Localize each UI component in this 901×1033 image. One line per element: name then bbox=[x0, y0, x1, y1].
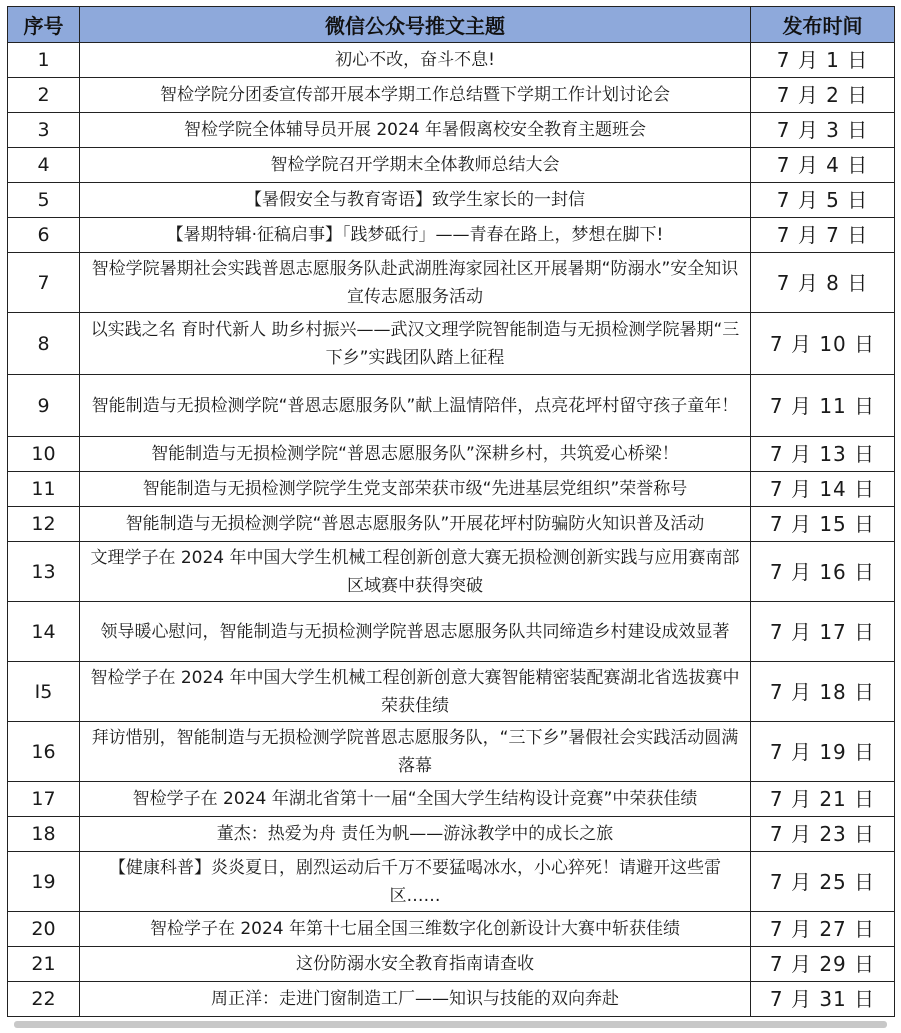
row-topic: 智检学子在 2024 年湖北省第十一届“全国大学生结构设计竞赛”中荣获佳绩 bbox=[80, 782, 751, 817]
table-row bbox=[8, 947, 895, 982]
row-index: 3 bbox=[8, 113, 80, 148]
table-row bbox=[8, 542, 895, 602]
row-topic: 【暑期特辑·征稿启事】「践梦砥行」——青春在路上，梦想在脚下! bbox=[80, 218, 751, 253]
row-date: 7 月 16 日 bbox=[751, 542, 895, 602]
row-index: 10 bbox=[8, 437, 80, 472]
row-date: 7 月 25 日 bbox=[751, 852, 895, 912]
table-row bbox=[8, 722, 895, 782]
table-row bbox=[8, 313, 895, 375]
row-topic: 董杰：热爱为舟 责任为帆——游泳教学中的成长之旅 bbox=[80, 817, 751, 852]
posts-table-container bbox=[7, 6, 894, 1017]
table-row bbox=[8, 782, 895, 817]
row-date: 7 月 23 日 bbox=[751, 817, 895, 852]
row-date: 7 月 19 日 bbox=[751, 722, 895, 782]
row-topic: 周正洋：走进门窗制造工厂——知识与技能的双向奔赴 bbox=[80, 982, 751, 1017]
row-topic: 智检学院暑期社会实践普恩志愿服务队赴武湖胜海家园社区开展暑期“防溺水”安全知识宣传志愿服务活动 bbox=[80, 253, 751, 313]
row-index: 21 bbox=[8, 947, 80, 982]
row-topic: 智能制造与无损检测学院“普恩志愿服务队”献上温情陪伴，点亮花坪村留守孩子童年！ bbox=[80, 375, 751, 437]
table-row bbox=[8, 602, 895, 662]
row-date: 7 月 29 日 bbox=[751, 947, 895, 982]
table-row bbox=[8, 472, 895, 507]
table-row bbox=[8, 218, 895, 253]
row-index: 8 bbox=[8, 313, 80, 375]
row-index: 4 bbox=[8, 148, 80, 183]
row-topic: 【健康科普】炎炎夏日，剧烈运动后千万不要猛喝冰水，小心猝死！请避开这些雷区…… bbox=[80, 852, 751, 912]
row-topic: 【暑假安全与教育寄语】致学生家长的一封信 bbox=[80, 183, 751, 218]
row-topic: 以实践之名 育时代新人 助乡村振兴——武汉文理学院智能制造与无损检测学院暑期“三下乡”实践团队踏上征程 bbox=[80, 313, 751, 375]
table-row bbox=[8, 912, 895, 947]
row-topic: 这份防溺水安全教育指南请查收 bbox=[80, 947, 751, 982]
row-date: 7 月 15 日 bbox=[751, 507, 895, 542]
row-index: 7 bbox=[8, 253, 80, 313]
row-index: 13 bbox=[8, 542, 80, 602]
row-topic: 智能制造与无损检测学院“普恩志愿服务队”开展花坪村防骗防火知识普及活动 bbox=[80, 507, 751, 542]
row-topic: 文理学子在 2024 年中国大学生机械工程创新创意大赛无损检测创新实践与应用赛南部区域赛中获得突破 bbox=[80, 542, 751, 602]
header-topic: 微信公众号推文主题 bbox=[80, 7, 751, 43]
table-row bbox=[8, 982, 895, 1017]
row-topic: 领导暖心慰问，智能制造与无损检测学院普恩志愿服务队共同缔造乡村建设成效显著 bbox=[80, 602, 751, 662]
row-index: 12 bbox=[8, 507, 80, 542]
row-date: 7 月 2 日 bbox=[751, 78, 895, 113]
table-row bbox=[8, 437, 895, 472]
row-topic: 智能制造与无损检测学院学生党支部荣获市级“先进基层党组织”荣誉称号 bbox=[80, 472, 751, 507]
row-index: 6 bbox=[8, 218, 80, 253]
table-row bbox=[8, 43, 895, 78]
row-date: 7 月 17 日 bbox=[751, 602, 895, 662]
table-row bbox=[8, 817, 895, 852]
row-index: 20 bbox=[8, 912, 80, 947]
table-row bbox=[8, 662, 895, 722]
header-index: 序号 bbox=[8, 7, 80, 43]
row-index: 17 bbox=[8, 782, 80, 817]
row-date: 7 月 8 日 bbox=[751, 253, 895, 313]
table-row bbox=[8, 148, 895, 183]
page-bottom-shadow bbox=[14, 1021, 887, 1028]
row-date: 7 月 13 日 bbox=[751, 437, 895, 472]
row-date: 7 月 3 日 bbox=[751, 113, 895, 148]
row-index: 19 bbox=[8, 852, 80, 912]
row-date: 7 月 5 日 bbox=[751, 183, 895, 218]
table-row bbox=[8, 375, 895, 437]
row-index: 1 bbox=[8, 43, 80, 78]
row-index: 22 bbox=[8, 982, 80, 1017]
row-index: 16 bbox=[8, 722, 80, 782]
row-index: I5 bbox=[8, 662, 80, 722]
row-date: 7 月 11 日 bbox=[751, 375, 895, 437]
table-row bbox=[8, 78, 895, 113]
table-row bbox=[8, 507, 895, 542]
row-index: 11 bbox=[8, 472, 80, 507]
table-header-row bbox=[8, 7, 895, 43]
table-row bbox=[8, 253, 895, 313]
table-row bbox=[8, 183, 895, 218]
row-topic: 智检学院召开学期末全体教师总结大会 bbox=[80, 148, 751, 183]
row-date: 7 月 10 日 bbox=[751, 313, 895, 375]
table-row bbox=[8, 852, 895, 912]
row-topic: 智检学子在 2024 年第十七届全国三维数字化创新设计大赛中斩获佳绩 bbox=[80, 912, 751, 947]
row-index: 2 bbox=[8, 78, 80, 113]
row-topic: 智能制造与无损检测学院“普恩志愿服务队”深耕乡村，共筑爱心桥梁！ bbox=[80, 437, 751, 472]
row-index: 9 bbox=[8, 375, 80, 437]
row-date: 7 月 1 日 bbox=[751, 43, 895, 78]
row-topic: 初心不改，奋斗不息! bbox=[80, 43, 751, 78]
row-topic: 智检学院全体辅导员开展 2024 年暑假离校安全教育主题班会 bbox=[80, 113, 751, 148]
row-index: 14 bbox=[8, 602, 80, 662]
row-date: 7 月 18 日 bbox=[751, 662, 895, 722]
row-date: 7 月 21 日 bbox=[751, 782, 895, 817]
row-date: 7 月 31 日 bbox=[751, 982, 895, 1017]
row-date: 7 月 4 日 bbox=[751, 148, 895, 183]
wechat-posts-table bbox=[7, 6, 895, 1017]
row-topic: 拜访惜别，智能制造与无损检测学院普恩志愿服务队，“三下乡”暑假社会实践活动圆满落幕 bbox=[80, 722, 751, 782]
row-date: 7 月 27 日 bbox=[751, 912, 895, 947]
row-topic: 智检学子在 2024 年中国大学生机械工程创新创意大赛智能精密装配赛湖北省选拔赛中荣获佳绩 bbox=[80, 662, 751, 722]
row-index: 18 bbox=[8, 817, 80, 852]
row-date: 7 月 14 日 bbox=[751, 472, 895, 507]
table-row bbox=[8, 113, 895, 148]
row-date: 7 月 7 日 bbox=[751, 218, 895, 253]
row-index: 5 bbox=[8, 183, 80, 218]
header-date: 发布时间 bbox=[751, 7, 895, 43]
row-topic: 智检学院分团委宣传部开展本学期工作总结暨下学期工作计划讨论会 bbox=[80, 78, 751, 113]
